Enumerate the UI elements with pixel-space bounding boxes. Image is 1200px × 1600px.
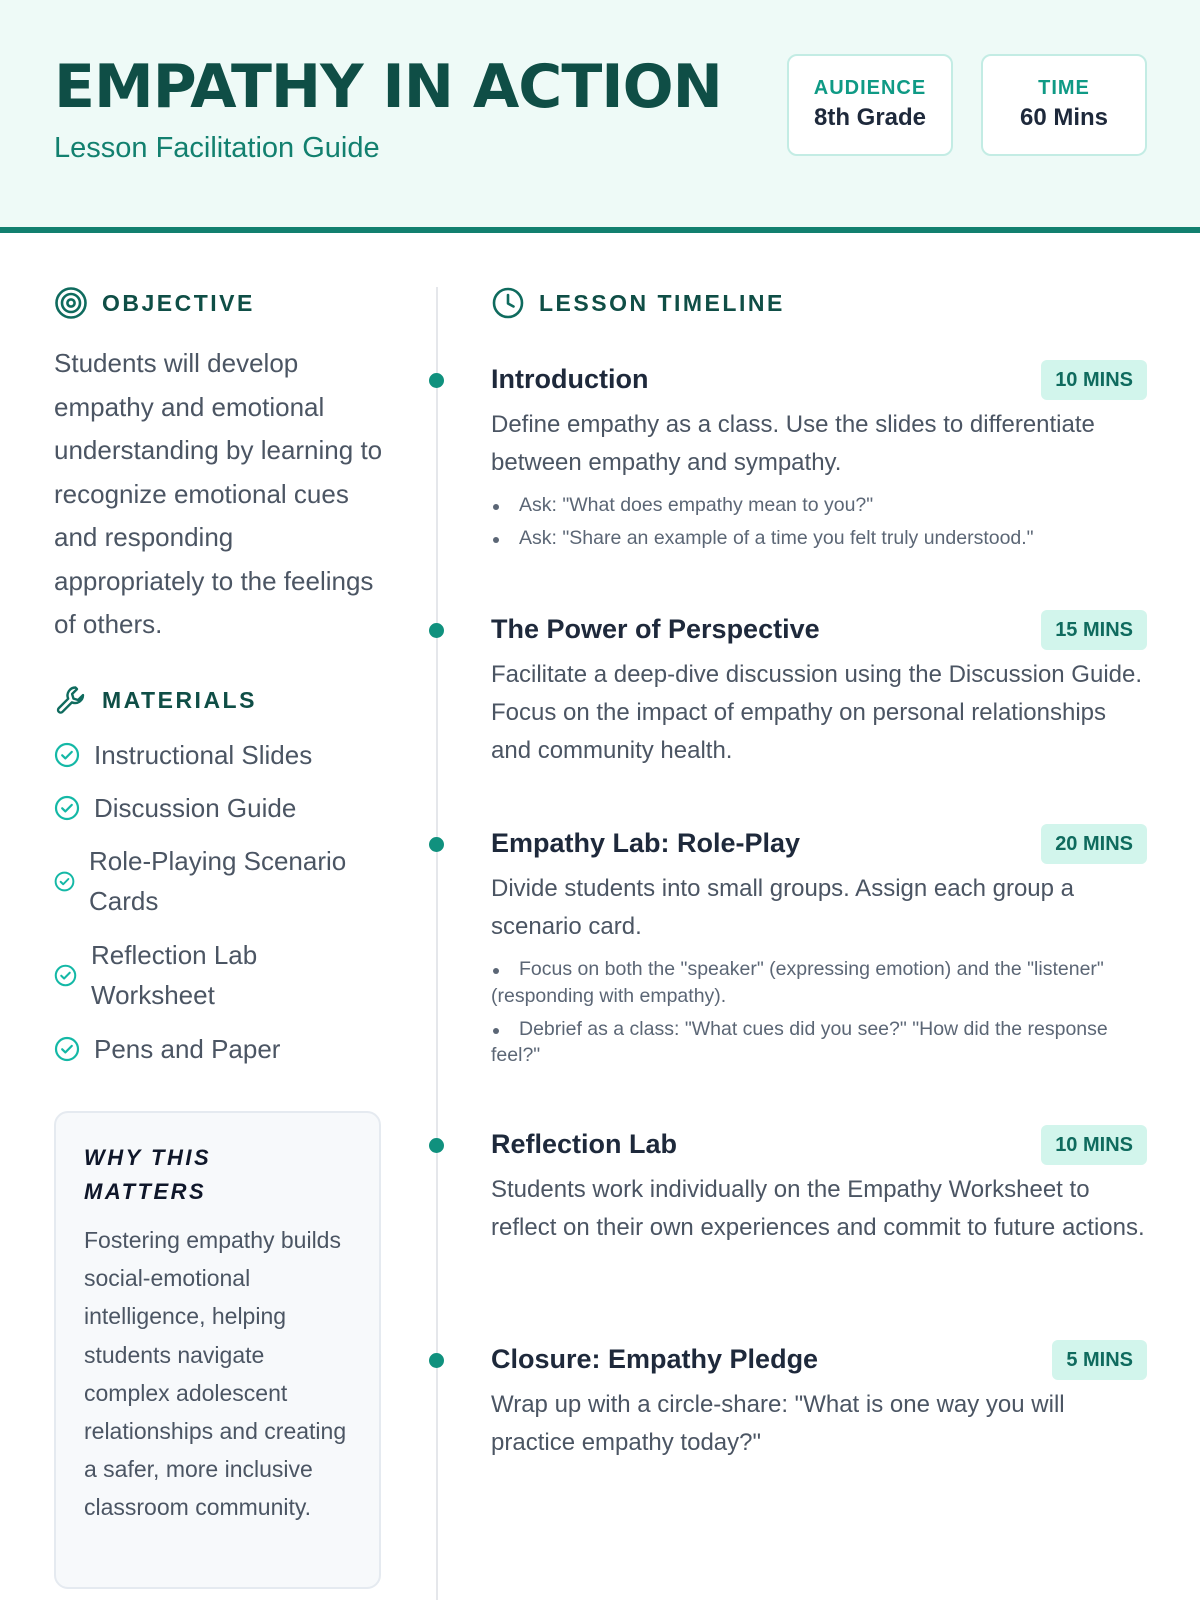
- timeline-step: [491, 360, 1147, 558]
- timeline-step: [491, 824, 1147, 1075]
- time-value: 60 Mins: [1019, 104, 1109, 131]
- timeline-heading-label: LESSON TIMELINE: [539, 289, 785, 316]
- step-bullet-list: [491, 492, 1147, 552]
- wrench-icon: [54, 683, 88, 717]
- timeline-step: [491, 1340, 1147, 1462]
- duration-badge: 15 MINS: [1041, 610, 1147, 650]
- timeline-dot: [429, 1138, 444, 1153]
- check-circle-icon: [54, 964, 77, 987]
- clock-icon: [491, 286, 525, 320]
- duration-badge: 10 MINS: [1041, 360, 1147, 400]
- material-label: Pens and Paper: [94, 1034, 281, 1064]
- check-circle-icon: [54, 795, 80, 821]
- timeline-line: [436, 287, 438, 1600]
- timeline-dot: [429, 373, 444, 388]
- step-bullet-list: [491, 956, 1147, 1069]
- objective-text: Students will develop empathy and emotional understanding by learning to recognize emotional cues and responding appropriately to the feelings of others.: [54, 348, 383, 639]
- timeline-heading: [491, 286, 785, 320]
- check-circle-icon: [54, 871, 75, 892]
- duration-badge: 20 MINS: [1041, 824, 1147, 864]
- step-description: Divide students into small groups. Assign each group a scenario card.: [491, 875, 1074, 940]
- target-icon: [54, 286, 88, 320]
- step-title: Closure: Empathy Pledge: [491, 1344, 819, 1374]
- why-this-matters-box: [54, 1111, 381, 1589]
- list-item: [54, 788, 296, 828]
- audience-card: [787, 54, 953, 156]
- list-item: [54, 1029, 280, 1069]
- step-bullet: Ask: "Share an example of a time you felt truly understood.": [491, 525, 1147, 552]
- timeline-step: [491, 1125, 1147, 1247]
- step-description: Facilitate a deep-dive discussion using the Discussion Guide. Focus on the impact of empathy on personal relationships and community health.: [491, 661, 1143, 764]
- duration-badge: 10 MINS: [1041, 1125, 1147, 1165]
- page-subtitle: Lesson Facilitation Guide: [54, 132, 380, 164]
- objective-heading-label: OBJECTIVE: [102, 289, 255, 316]
- step-bullet: Focus on both the "speaker" (expressing emotion) and the "listener" (responding with empathy).: [491, 956, 1147, 1009]
- step-description: Students work individually on the Empathy Worksheet to reflect on their own experiences and commit to future actions.: [491, 1176, 1145, 1241]
- material-label: Reflection Lab Worksheet: [91, 940, 258, 1010]
- timeline-step: [491, 610, 1147, 770]
- material-label: Role-Playing Scenario Cards: [89, 846, 347, 916]
- step-bullet: Ask: "What does empathy mean to you?": [491, 492, 1147, 519]
- list-item: [54, 841, 384, 921]
- time-label: TIME: [1038, 77, 1090, 99]
- page-title: EMPATHY IN ACTION: [54, 52, 722, 122]
- audience-value: 8th Grade: [813, 104, 927, 131]
- step-description: Wrap up with a circle-share: "What is one way you will practice empathy today?": [491, 1391, 1065, 1456]
- why-title: WHY THIS MATTERS: [84, 1145, 212, 1204]
- list-item: [54, 935, 384, 1015]
- step-title: Reflection Lab: [491, 1129, 678, 1159]
- time-card: [981, 54, 1147, 156]
- step-bullet: Debrief as a class: "What cues did you see?" "How did the response feel?": [491, 1016, 1147, 1069]
- timeline-dot: [429, 623, 444, 638]
- objective-heading: [54, 286, 255, 320]
- why-text: Fostering empathy builds social-emotional intelligence, helping students navigate complex adolescent relationships and creating a safer, more inclusive classroom community.: [84, 1227, 347, 1521]
- check-circle-icon: [54, 1036, 80, 1062]
- list-item: [54, 735, 312, 775]
- materials-heading-label: MATERIALS: [102, 686, 257, 713]
- timeline-dot: [429, 837, 444, 852]
- duration-badge: 5 MINS: [1052, 1340, 1147, 1380]
- step-title: The Power of Perspective: [491, 614, 820, 644]
- timeline-dot: [429, 1353, 444, 1368]
- page-header: [0, 0, 1200, 233]
- check-circle-icon: [54, 742, 80, 768]
- materials-heading: [54, 683, 257, 717]
- step-description: Define empathy as a class. Use the slides to differentiate between empathy and sympathy.: [491, 411, 1095, 476]
- audience-label: AUDIENCE: [813, 77, 927, 99]
- material-label: Instructional Slides: [94, 740, 313, 770]
- step-title: Empathy Lab: Role-Play: [491, 828, 801, 858]
- material-label: Discussion Guide: [94, 793, 297, 823]
- step-title: Introduction: [491, 364, 649, 394]
